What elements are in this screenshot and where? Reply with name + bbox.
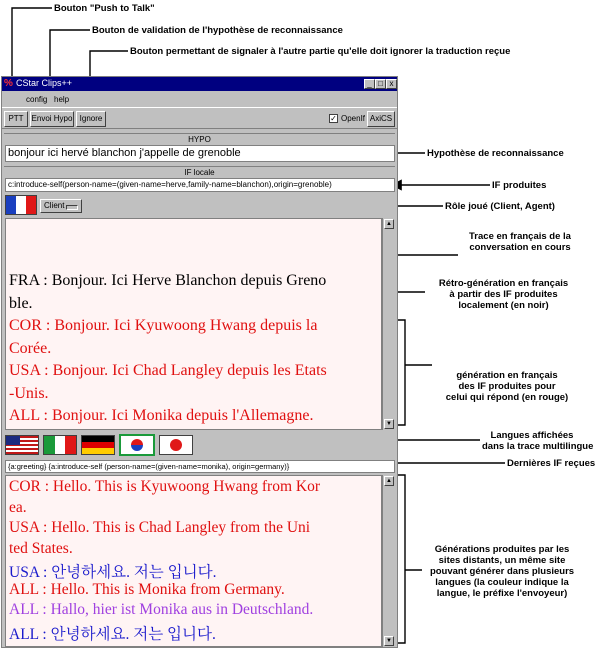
- usa-flag[interactable]: [5, 435, 39, 455]
- trace-line: USA : Bonjour. Ici Chad Langley depuis les Etats: [9, 362, 327, 379]
- annotation-ptt: Bouton "Push to Talk": [54, 3, 155, 14]
- axics-button[interactable]: AxiCS: [367, 111, 395, 127]
- menu-bar: [2, 92, 397, 106]
- openif-label: OpenIf: [341, 114, 366, 123]
- scroll-down-icon[interactable]: ▼: [384, 636, 394, 646]
- trace-line: USA : Hello. This is Chad Langley from the Uni: [9, 519, 311, 536]
- dropdown-icon: [66, 205, 78, 210]
- annotation-remote-line-3: pouvant générer dans plusieurs: [429, 566, 575, 577]
- annotation-languages-line-1: Langues affichées: [490, 430, 574, 441]
- remote-trace[interactable]: [5, 475, 382, 647]
- trace-line: USA : 안녕하세요. 저는 입니다.: [9, 564, 217, 581]
- annotation-trace-line-1: Trace en français de la: [469, 231, 571, 242]
- trace-line: COR : Hello. This is Kyuwoong Hwang from Kor: [9, 478, 320, 495]
- annotation-retro-line-1: Rétro-génération en français: [438, 278, 569, 289]
- annotation-remote-line-5: langue, le préfixe l'envoyeur): [436, 588, 568, 599]
- last-if-field: {a:greeting} {a:introduce-self (person-name=(given-name=monika), origin=germany)}: [5, 460, 395, 473]
- maximize-button[interactable]: □: [375, 79, 386, 89]
- annotation-remote-line-2: sites distants, un même site: [438, 555, 566, 566]
- annotation-generation-line-2: des IF produites pour: [458, 381, 556, 392]
- trace-line: ALL : Hello. This is Monika from Germany.: [9, 580, 285, 598]
- if-local-field: c:introduce-self(person-name=(given-name=herve,family-name=blanchon),origin=grenoble): [5, 178, 395, 192]
- send-hypothesis-button[interactable]: Envoi Hypo: [30, 111, 74, 127]
- language-flags: [5, 434, 396, 458]
- minimize-button[interactable]: _: [364, 79, 375, 89]
- local-trace[interactable]: [5, 218, 382, 430]
- role-value: Client: [44, 201, 65, 210]
- annotation-last-if: Dernières IF reçues: [507, 458, 595, 469]
- annotation-trace: [460, 231, 580, 253]
- trace-line: FRA : Bonjour. Ici Herve Blanchon depuis Greno: [9, 272, 327, 289]
- close-button[interactable]: x: [386, 79, 397, 89]
- annotation-hypothesis: Hypothèse de reconnaissance: [427, 148, 564, 159]
- scroll-down-icon[interactable]: ▼: [384, 419, 394, 429]
- trace-line: COR : Bonjour. Ici Kyuwoong Hwang depuis la: [9, 317, 318, 334]
- scroll-up-icon[interactable]: ▲: [384, 219, 394, 229]
- annotation-retro-line-3: localement (en noir): [458, 300, 549, 311]
- annotation-remote-line-1: Générations produites par les: [434, 544, 570, 555]
- hypothesis-field[interactable]: bonjour ici hervé blanchon j'appelle de grenoble: [5, 145, 395, 162]
- window-title: CStar Clips++: [16, 78, 73, 88]
- korea-flag[interactable]: [119, 434, 155, 456]
- scroll-up-icon[interactable]: ▲: [384, 476, 394, 486]
- annotation-if-produced: IF produites: [492, 180, 547, 191]
- france-flag: [5, 195, 37, 215]
- trace-line: ALL : 안녕하세요. 저는 입니다.: [9, 625, 216, 643]
- ignore-button[interactable]: Ignore: [76, 111, 106, 127]
- trace-line: ted States.: [9, 539, 73, 557]
- toolbar: [2, 107, 397, 129]
- annotation-role: Rôle joué (Client, Agent): [445, 201, 555, 212]
- remote-trace-scrollbar[interactable]: [382, 475, 395, 647]
- annotation-generation-line-3: celui qui répond (en rouge): [445, 392, 569, 403]
- annotation-generation: [432, 370, 582, 403]
- germany-flag[interactable]: [81, 435, 115, 455]
- annotation-languages: [482, 430, 594, 452]
- annotation-languages-line-2: dans la trace multilingue: [482, 441, 594, 452]
- annotation-remote-line-4: langues (la couleur indique la: [435, 577, 569, 588]
- hypo-label: HYPO: [4, 133, 395, 146]
- annotation-generation-line-1: génération en français: [456, 370, 558, 381]
- annotation-trace-line-2: conversation en cours: [469, 242, 571, 253]
- annotation-retro: [426, 278, 581, 311]
- trace-line: ALL : Bonjour. Ici Monika depuis l'Allemagne.: [9, 407, 314, 424]
- title-bar[interactable]: [2, 77, 397, 91]
- role-select[interactable]: [40, 199, 82, 213]
- app-icon: %: [4, 78, 13, 89]
- annotation-validation: Bouton de validation de l'hypothèse de reconnaissance: [92, 25, 343, 36]
- ptt-button[interactable]: PTT: [4, 111, 28, 127]
- annotation-remote: [422, 544, 582, 599]
- japan-flag[interactable]: [159, 435, 193, 455]
- local-trace-scrollbar[interactable]: [382, 218, 395, 430]
- trace-line: Corée.: [9, 339, 52, 357]
- annotation-ignore: Bouton permettant de signaler à l'autre partie qu'elle doit ignorer la traduction reçue: [130, 46, 511, 57]
- trace-line: ble.: [9, 294, 33, 312]
- annotation-retro-line-2: à partir des IF produites: [449, 289, 558, 300]
- menu-config[interactable]: config: [26, 95, 48, 104]
- if-local-label: IF locale: [4, 166, 395, 179]
- menu-help[interactable]: help: [54, 95, 70, 104]
- italy-flag[interactable]: [43, 435, 77, 455]
- trace-line: ALL : Hallo, hier ist Monika aus in Deutschland.: [9, 601, 314, 618]
- app-window: [1, 76, 398, 648]
- trace-line: ea.: [9, 498, 27, 516]
- trace-line: -Unis.: [9, 384, 49, 402]
- openif-checkbox[interactable]: ✓: [330, 114, 337, 123]
